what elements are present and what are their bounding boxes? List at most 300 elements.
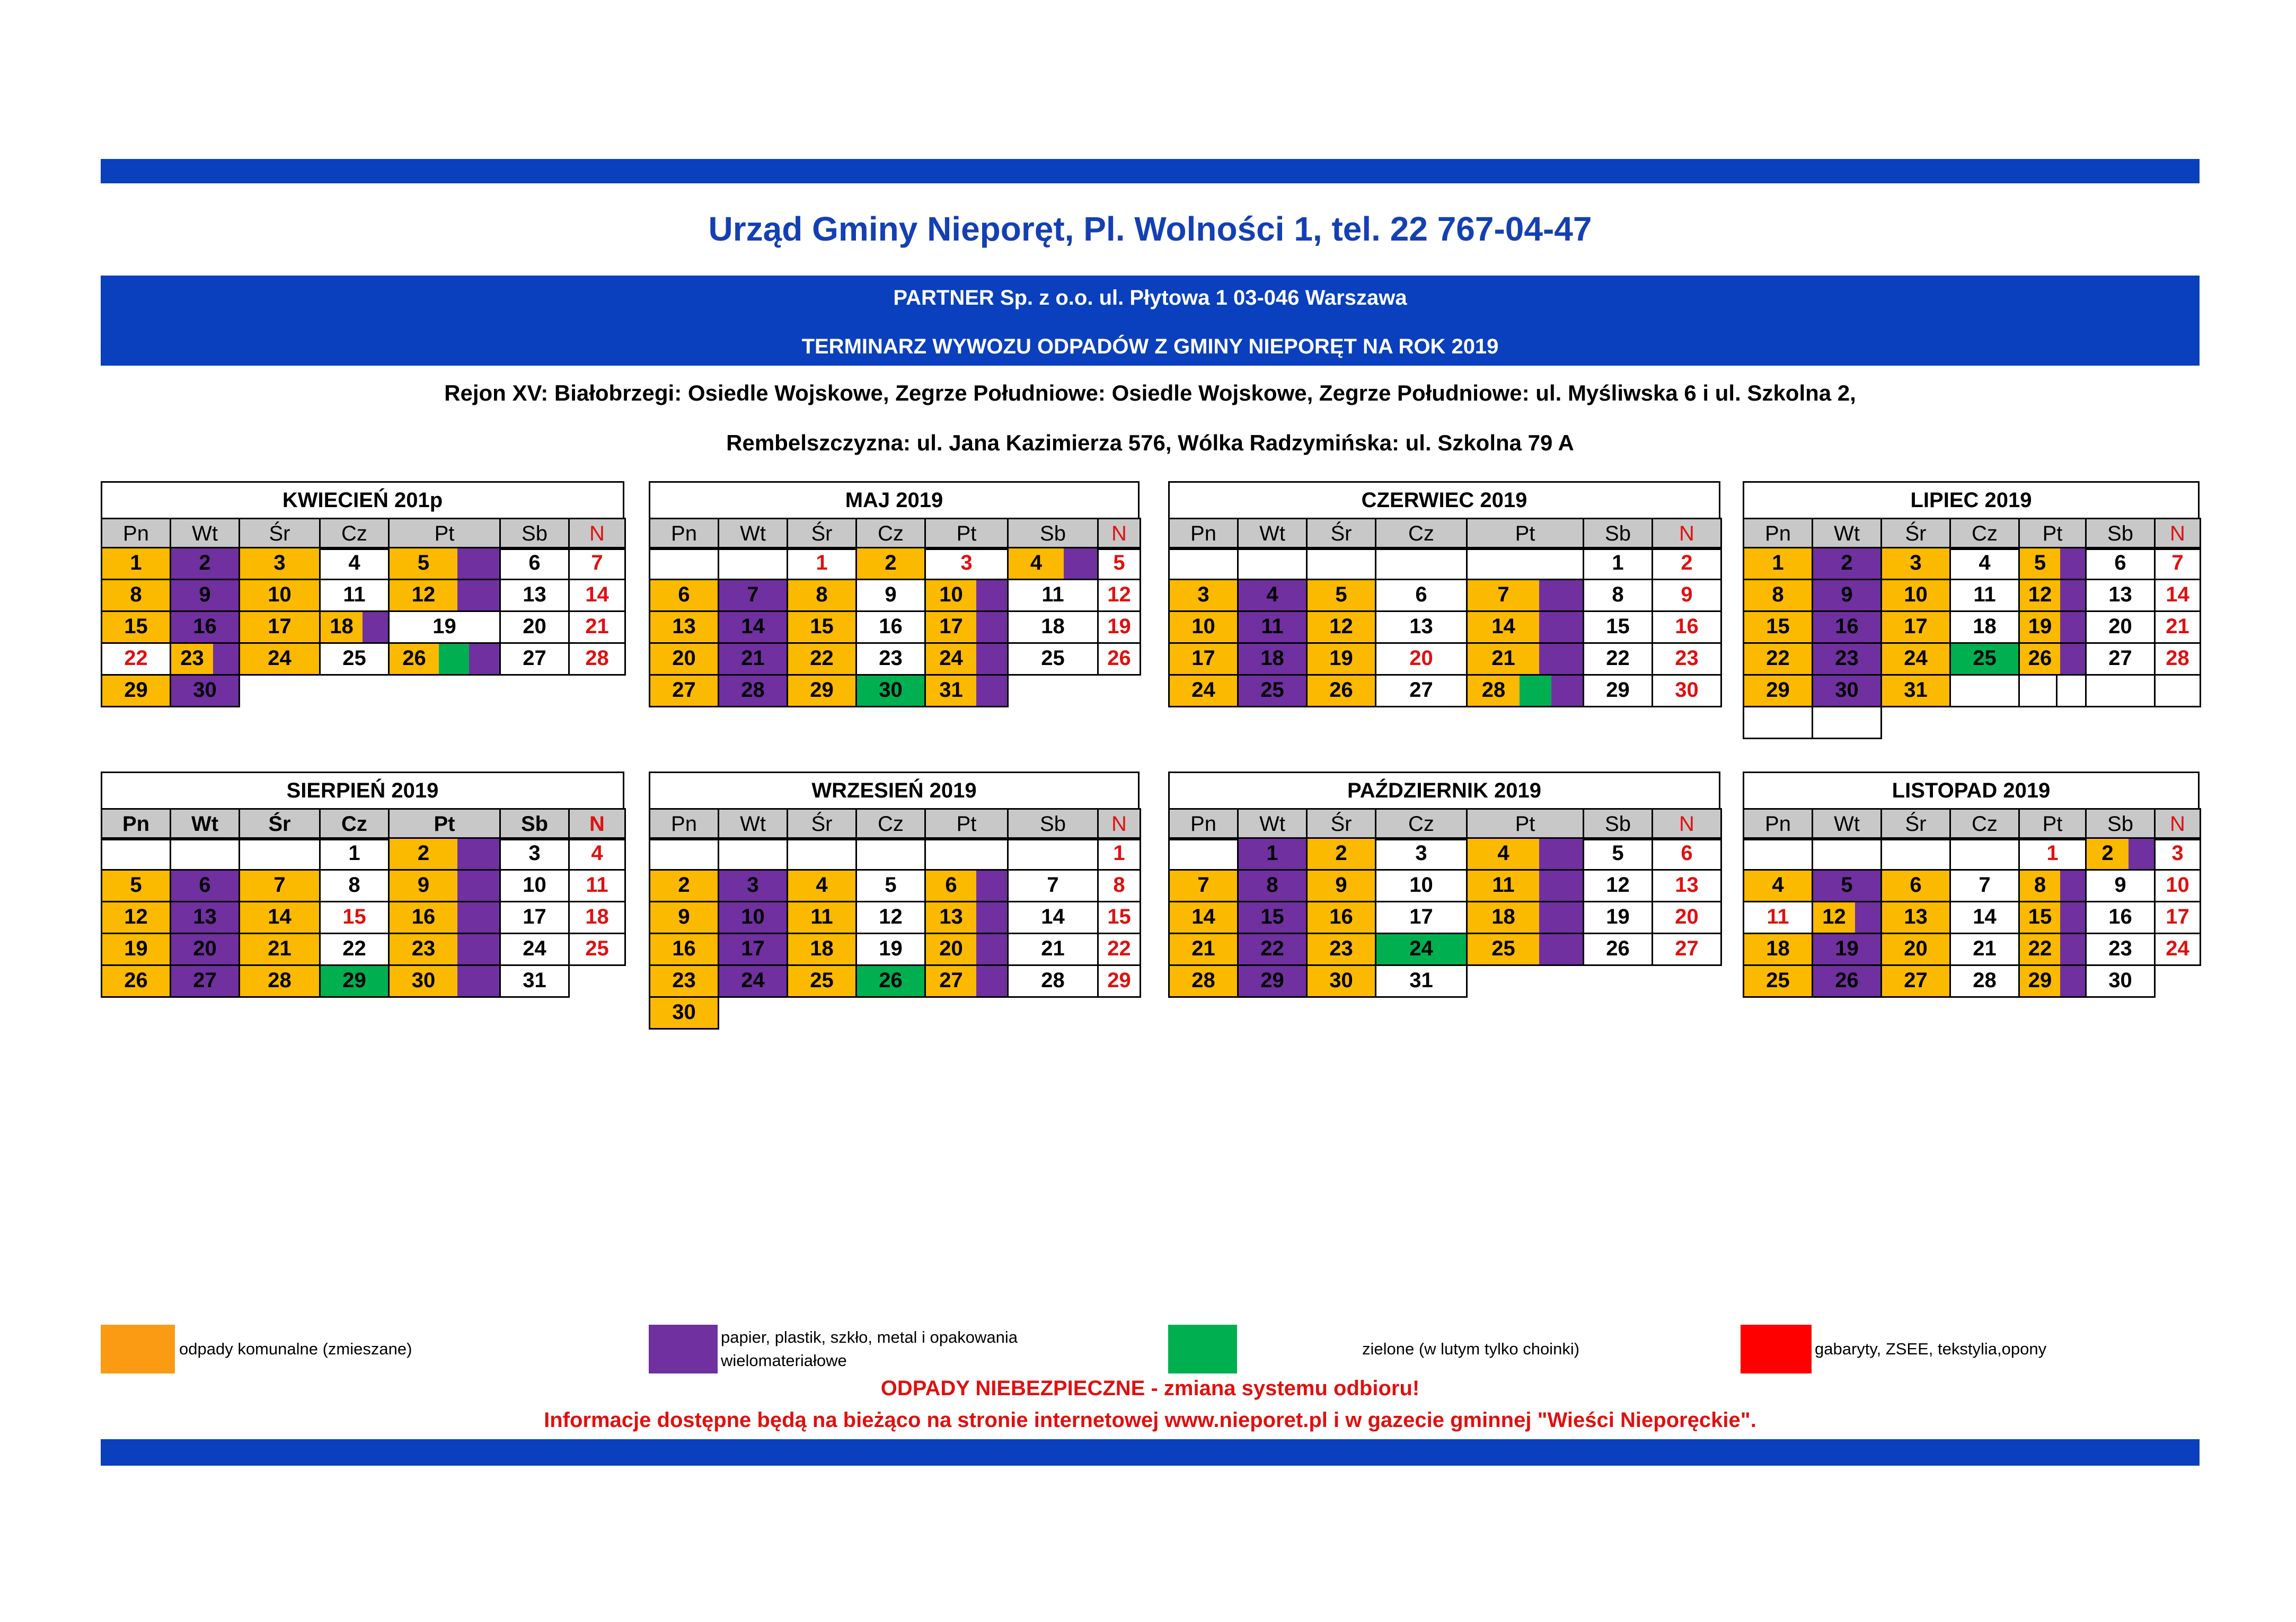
day-number: 27 — [523, 646, 546, 670]
day-cell — [1168, 933, 1239, 966]
day-cell — [649, 579, 719, 612]
day-cell — [649, 996, 719, 1030]
day-cell — [388, 964, 501, 998]
hazardous-waste-note: ODPADY NIEBEZPIECZNE - zmiana systemu odbioru! — [880, 1377, 1420, 1400]
day-cell — [1306, 837, 1376, 871]
day-number: 2 — [417, 841, 430, 865]
day-cell — [924, 547, 1009, 580]
day-cell — [924, 901, 1009, 934]
day-cell — [1812, 547, 1882, 580]
day-cell — [388, 869, 501, 902]
waste-p-marker — [1539, 902, 1583, 933]
day-cell — [1583, 837, 1653, 871]
waste-p-marker — [1539, 934, 1583, 964]
day-cell — [924, 869, 1009, 902]
day-number: 26 — [1606, 937, 1630, 960]
day-number: 4 — [348, 551, 360, 574]
day-cell — [388, 610, 501, 644]
day-cell — [1168, 674, 1239, 707]
day-cell — [170, 610, 240, 644]
weekday-header: Pn — [649, 518, 719, 550]
month-title: WRZESIEŃ 2019 — [649, 772, 1140, 810]
day-number: 27 — [1904, 969, 1928, 992]
waste-p-marker — [976, 580, 1007, 610]
day-number: 5 — [1841, 873, 1853, 897]
weekday-header: N — [1097, 518, 1141, 550]
waste-p-marker — [1539, 644, 1583, 674]
day-number: 17 — [1191, 646, 1215, 670]
day-cell — [388, 547, 501, 580]
day-cell — [1812, 579, 1882, 612]
day-number: 8 — [1772, 583, 1784, 606]
day-number: 22 — [1107, 937, 1131, 960]
day-number: 28 — [585, 646, 609, 670]
day-number: 3 — [528, 841, 541, 865]
day-number: 16 — [879, 615, 903, 638]
day-number: 13 — [1409, 615, 1433, 638]
day-cell — [1812, 964, 1882, 998]
day-cell — [1743, 901, 1813, 934]
weekday-header: Pn — [101, 518, 171, 550]
day-cell — [1812, 869, 1882, 902]
weekday-header: Cz — [1949, 518, 2020, 550]
day-cell — [1237, 642, 1308, 676]
day-cell — [2085, 610, 2156, 644]
day-cell — [101, 901, 171, 934]
day-cell — [568, 837, 626, 871]
day-cell — [319, 547, 390, 580]
day-cell — [319, 610, 390, 644]
day-number: 23 — [411, 937, 436, 960]
waste-p-marker — [1551, 676, 1583, 706]
day-cell — [1583, 674, 1653, 707]
weekday-header: Sb — [1583, 518, 1653, 550]
day-number: 12 — [879, 905, 903, 928]
day-number: 12 — [1107, 583, 1131, 606]
weekday-header: Cz — [855, 808, 926, 840]
day-cell — [1466, 610, 1584, 644]
day-cell — [1949, 579, 2020, 612]
cell-divider — [2056, 676, 2057, 706]
day-cell — [2018, 642, 2087, 676]
day-number: 5 — [1113, 551, 1125, 574]
day-cell — [170, 579, 240, 612]
weekday-header: Wt — [718, 808, 788, 840]
day-cell — [1812, 610, 1882, 644]
day-number: 1 — [1113, 841, 1125, 865]
day-cell — [1812, 933, 1882, 966]
weekday-header: N — [2154, 808, 2201, 840]
month-title: KWIECIEŃ 201p — [101, 481, 624, 519]
day-cell — [1168, 579, 1239, 612]
waste-g-marker — [1520, 676, 1551, 706]
day-cell — [388, 837, 501, 871]
day-number: 24 — [268, 646, 292, 670]
day-number: 20 — [939, 937, 963, 960]
day-number: 21 — [268, 937, 292, 960]
day-cell — [1007, 964, 1099, 998]
day-cell — [170, 642, 240, 676]
day-number: 20 — [2108, 615, 2132, 638]
day-number: 29 — [1107, 969, 1131, 992]
day-cell — [1375, 642, 1468, 676]
day-cell — [239, 933, 321, 966]
info-note: Informacje dostępne będą na bieżąco na stronie internetowej www.nieporet.pl i w gazecie gminnej "Wieści Nieporęckie". — [544, 1408, 1756, 1432]
weekday-header: Sb — [2085, 518, 2156, 550]
day-cell — [2085, 933, 2156, 966]
weekday-header: Wt — [170, 808, 240, 840]
day-number: 2 — [1335, 841, 1347, 865]
day-number: 26 — [1329, 678, 1353, 702]
day-cell — [170, 964, 240, 998]
day-number: 5 — [130, 873, 142, 897]
day-cell — [649, 674, 719, 707]
day-number: 2 — [199, 551, 211, 574]
day-number: 18 — [1766, 937, 1790, 960]
day-cell — [855, 547, 926, 580]
day-number: 22 — [810, 646, 834, 670]
day-cell — [2154, 933, 2201, 966]
legend-swatch-komunalne — [101, 1325, 175, 1373]
day-cell — [1583, 547, 1653, 580]
month-title: MAJ 2019 — [649, 481, 1140, 519]
day-number: 7 — [1047, 873, 1059, 897]
day-number: 3 — [747, 873, 759, 897]
day-number: 7 — [1497, 583, 1509, 606]
day-number: 14 — [1973, 905, 1997, 928]
day-number: 10 — [523, 873, 546, 897]
day-number: 17 — [268, 615, 292, 638]
day-number: 23 — [2108, 937, 2132, 960]
day-cell — [2018, 674, 2087, 707]
day-cell — [2085, 901, 2156, 934]
day-number: 18 — [1041, 615, 1065, 638]
day-cell — [1007, 933, 1099, 966]
day-number: 5 — [1612, 841, 1624, 865]
day-number: 2 — [885, 551, 897, 574]
day-number: 26 — [1835, 969, 1859, 992]
weekday-header: Cz — [1375, 518, 1468, 550]
waste-p-marker — [1539, 871, 1583, 901]
day-cell — [1237, 964, 1308, 998]
region-description-line-2: Rembelszczyzna: ul. Jana Kazimierza 576, Wólka Radzymińska: ul. Szkolna 79 A — [726, 430, 1574, 455]
day-number: 9 — [1841, 583, 1853, 606]
waste-p-marker — [2060, 934, 2085, 964]
waste-p-marker — [976, 612, 1007, 642]
day-cell — [1007, 837, 1099, 871]
day-number: 31 — [1904, 678, 1928, 702]
day-number: 31 — [939, 678, 963, 702]
day-number: 10 — [268, 583, 292, 606]
day-number: 9 — [417, 873, 430, 897]
day-cell — [1007, 579, 1099, 612]
day-number: 7 — [273, 873, 286, 897]
day-number: 10 — [1904, 583, 1928, 606]
weekday-header: Wt — [170, 518, 240, 550]
day-number: 19 — [124, 937, 148, 960]
day-number: 23 — [180, 646, 204, 670]
day-cell — [1375, 901, 1468, 934]
day-cell — [1583, 579, 1653, 612]
waste-p-marker — [363, 612, 388, 642]
weekday-header: Cz — [855, 518, 926, 550]
day-number: 14 — [2166, 583, 2189, 606]
weekday-header: Sb — [1007, 808, 1099, 840]
day-cell — [649, 869, 719, 902]
day-cell — [1097, 964, 1141, 998]
day-number: 8 — [2034, 873, 2046, 897]
day-cell — [1583, 933, 1653, 966]
waste-p-marker — [469, 644, 499, 674]
day-cell — [649, 547, 719, 580]
day-cell — [2085, 579, 2156, 612]
day-number: 29 — [124, 678, 148, 702]
day-number: 14 — [1491, 615, 1515, 638]
day-cell — [2018, 933, 2087, 966]
day-cell — [1306, 901, 1376, 934]
day-cell — [787, 642, 857, 676]
legend-label-papier-2: wielomateriałowe — [721, 1351, 847, 1370]
day-number: 31 — [1409, 969, 1433, 992]
day-number: 24 — [741, 969, 765, 992]
day-number: 11 — [586, 873, 608, 897]
weekday-header: Śr — [787, 808, 857, 840]
day-number: 15 — [2028, 905, 2052, 928]
day-cell — [718, 933, 788, 966]
day-number: 6 — [678, 583, 690, 606]
day-number: 1 — [1266, 841, 1278, 865]
day-number: 26 — [124, 969, 148, 992]
day-cell — [1375, 674, 1468, 707]
day-cell — [239, 579, 321, 612]
waste-p-marker — [1539, 839, 1583, 869]
day-number: 17 — [741, 937, 765, 960]
day-cell — [924, 837, 1009, 871]
weekday-header: Sb — [1007, 518, 1099, 550]
day-cell — [649, 901, 719, 934]
day-cell — [499, 933, 570, 966]
day-cell — [1375, 579, 1468, 612]
day-cell — [499, 964, 570, 998]
day-cell — [787, 579, 857, 612]
day-number: 4 — [591, 841, 603, 865]
waste-p-marker — [213, 644, 239, 674]
day-cell — [1466, 869, 1584, 902]
day-number: 8 — [1612, 583, 1624, 606]
day-number: 10 — [741, 905, 765, 928]
day-number: 13 — [193, 905, 217, 928]
day-number: 13 — [2108, 583, 2132, 606]
day-cell — [1583, 901, 1653, 934]
day-cell — [2085, 964, 2156, 998]
day-cell — [1097, 547, 1141, 580]
weekday-header: Pt — [924, 808, 1009, 840]
day-number: 5 — [1335, 583, 1347, 606]
day-cell — [101, 837, 171, 871]
day-cell — [787, 837, 857, 871]
day-number: 24 — [1409, 937, 1433, 960]
day-number: 21 — [2166, 615, 2189, 638]
weekday-header: Wt — [1237, 808, 1308, 840]
weekday-header: Śr — [1306, 808, 1376, 840]
day-cell — [101, 869, 171, 902]
waste-p-marker — [2060, 966, 2085, 996]
day-cell — [855, 869, 926, 902]
day-number: 24 — [523, 937, 546, 960]
waste-p-marker — [976, 902, 1007, 933]
day-number: 4 — [1266, 583, 1278, 606]
day-cell — [499, 642, 570, 676]
day-cell — [1306, 674, 1376, 707]
day-cell — [1743, 547, 1813, 580]
weekday-header: Śr — [239, 518, 321, 550]
day-number: 30 — [2108, 969, 2132, 992]
day-number: 17 — [523, 905, 546, 928]
day-number: 22 — [342, 937, 366, 960]
day-cell — [1168, 869, 1239, 902]
day-number: 19 — [2028, 615, 2052, 638]
day-cell — [855, 579, 926, 612]
waste-p-marker — [976, 676, 1007, 706]
day-number: 19 — [1107, 615, 1131, 638]
waste-p-marker — [457, 871, 499, 901]
day-cell — [2154, 674, 2201, 707]
day-cell — [568, 547, 626, 580]
month-title: SIERPIEŃ 2019 — [101, 772, 624, 810]
day-number: 28 — [1973, 969, 1997, 992]
day-number: 6 — [1415, 583, 1427, 606]
legend-swatch-papier — [649, 1325, 718, 1373]
day-cell — [1306, 642, 1376, 676]
day-number: 11 — [1973, 583, 1996, 606]
day-number: 6 — [945, 873, 957, 897]
day-cell — [1466, 674, 1584, 707]
day-number: 1 — [816, 551, 828, 574]
region-description-line-1: Rejon XV: Białobrzegi: Osiedle Wojskowe, Zegrze Południowe: Osiedle Wojskowe, Zegrze Południowe: ul. Myśliwska 6 i ul. Szkolna 2, — [444, 380, 1856, 405]
day-number: 24 — [939, 646, 963, 670]
day-cell — [319, 642, 390, 676]
day-cell — [924, 933, 1009, 966]
waste-p-marker — [1855, 902, 1880, 933]
day-cell — [239, 642, 321, 676]
day-number: 7 — [591, 551, 603, 574]
day-cell — [1168, 547, 1239, 580]
day-cell — [718, 642, 788, 676]
day-cell — [101, 547, 171, 580]
day-cell — [649, 964, 719, 998]
day-number: 12 — [411, 583, 436, 606]
day-cell — [1097, 901, 1141, 934]
day-number: 4 — [1030, 551, 1043, 574]
day-cell — [170, 901, 240, 934]
day-number: 1 — [1612, 551, 1624, 574]
day-cell — [1880, 964, 1951, 998]
day-cell — [1652, 610, 1722, 644]
waste-p-marker — [976, 966, 1007, 996]
day-number: 20 — [1675, 905, 1699, 928]
day-number: 20 — [523, 615, 546, 638]
day-number: 20 — [1904, 937, 1928, 960]
day-cell — [319, 933, 390, 966]
day-number: 29 — [1606, 678, 1630, 702]
weekday-header: Śr — [1306, 518, 1376, 550]
day-number: 15 — [810, 615, 834, 638]
day-number: 12 — [1329, 615, 1353, 638]
day-cell — [101, 964, 171, 998]
day-cell — [1949, 610, 2020, 644]
month-title: CZERWIEC 2019 — [1168, 481, 1720, 519]
day-cell — [1652, 933, 1722, 966]
day-cell — [170, 547, 240, 580]
day-cell — [1743, 933, 1813, 966]
day-cell — [1466, 579, 1584, 612]
day-number: 2 — [2101, 841, 2114, 865]
day-number: 27 — [1409, 678, 1433, 702]
day-cell — [1880, 610, 1951, 644]
day-number: 21 — [1041, 937, 1065, 960]
day-cell — [1583, 610, 1653, 644]
weekday-header: Pt — [388, 518, 501, 550]
day-cell — [2018, 610, 2087, 644]
day-cell — [388, 933, 501, 966]
day-number: 21 — [1491, 646, 1515, 670]
weekday-header: Cz — [1949, 808, 2020, 840]
day-cell — [101, 579, 171, 612]
day-number: 22 — [1260, 937, 1284, 960]
day-number: 11 — [1492, 873, 1515, 897]
waste-p-marker — [1539, 580, 1583, 610]
day-cell — [1375, 869, 1468, 902]
day-number: 6 — [528, 551, 541, 574]
day-number: 30 — [1835, 678, 1859, 702]
day-number: 19 — [879, 937, 903, 960]
day-number: 1 — [130, 551, 142, 574]
day-cell — [239, 547, 321, 580]
day-number: 25 — [1491, 937, 1515, 960]
day-cell — [649, 610, 719, 644]
day-number: 27 — [193, 969, 217, 992]
day-cell — [1007, 610, 1099, 644]
day-number: 15 — [1606, 615, 1630, 638]
day-number: 25 — [1260, 678, 1284, 702]
day-cell — [1880, 869, 1951, 902]
day-number: 9 — [2114, 873, 2126, 897]
day-cell — [649, 837, 719, 871]
weekday-header: Pt — [2018, 808, 2087, 840]
waste-p-marker — [2060, 548, 2085, 579]
day-number: 31 — [523, 969, 546, 992]
day-cell — [718, 869, 788, 902]
day-cell — [319, 901, 390, 934]
day-number: 28 — [268, 969, 292, 992]
day-number: 10 — [939, 583, 963, 606]
weekday-header: Cz — [319, 518, 390, 550]
day-number: 25 — [810, 969, 834, 992]
day-cell — [1097, 837, 1141, 871]
day-number: 21 — [585, 615, 609, 638]
day-number: 18 — [1260, 646, 1284, 670]
day-cell — [319, 579, 390, 612]
day-cell — [1812, 901, 1882, 934]
day-cell — [170, 837, 240, 871]
day-cell — [1007, 901, 1099, 934]
day-number: 29 — [1766, 678, 1790, 702]
day-cell — [568, 642, 626, 676]
day-number: 25 — [1766, 969, 1790, 992]
day-number: 3 — [273, 551, 286, 574]
day-number: 9 — [199, 583, 211, 606]
day-number: 21 — [741, 646, 765, 670]
